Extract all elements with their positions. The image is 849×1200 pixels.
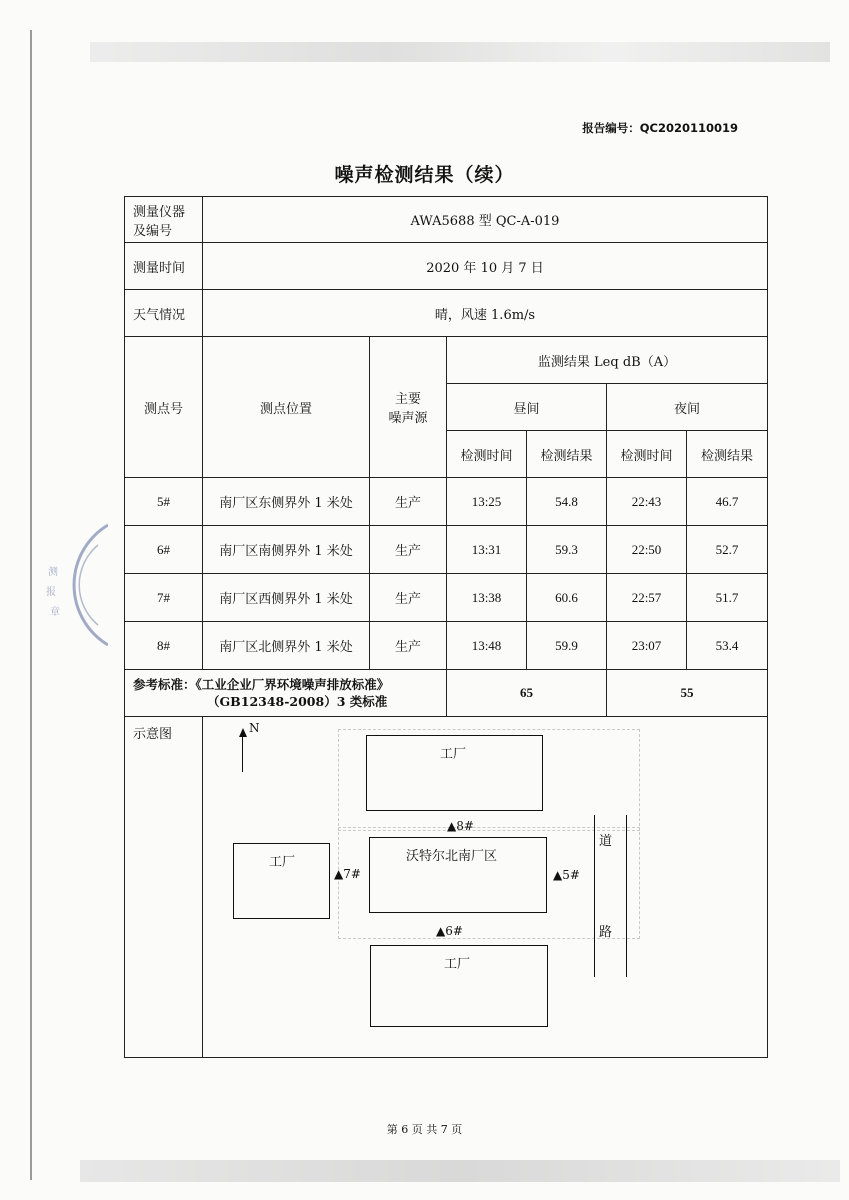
diagram-row	[125, 717, 768, 1058]
instrument-row	[125, 197, 768, 243]
day-time-cell: 13:31	[447, 526, 527, 574]
night-value-cell: 46.7	[687, 478, 768, 526]
source-cell: 生产	[370, 622, 447, 670]
time-label: 测量时间	[125, 243, 203, 290]
day-value-cell: 59.9	[527, 622, 607, 670]
header-row-1	[125, 337, 768, 384]
scan-shadow-top	[90, 42, 830, 62]
main-site-label: 沃特尔北南厂区	[406, 849, 498, 864]
col-header-night: 夜间	[607, 384, 768, 431]
night-time-cell: 22:43	[607, 478, 687, 526]
day-time-cell: 13:48	[447, 622, 527, 670]
table-row	[125, 622, 768, 670]
road-line-west	[594, 815, 595, 977]
point-cell: 6#	[125, 526, 203, 574]
instrument-value: AWA5688 型 QC-A-019	[203, 197, 768, 243]
weather-value: 晴，风速 1.6m/s	[203, 290, 768, 337]
col-header-location: 测点位置	[203, 337, 370, 478]
day-value-cell: 59.3	[527, 526, 607, 574]
col-header-day-result: 检测结果	[527, 431, 607, 478]
day-time-cell: 13:38	[447, 574, 527, 622]
point-8-marker: ▲8#	[447, 819, 474, 833]
north-label: N	[249, 721, 260, 735]
location-cell: 南厂区南侧界外 1 米处	[203, 526, 370, 574]
north-arrow-shaft	[242, 736, 243, 772]
time-value: 2020 年 10 月 7 日	[203, 243, 768, 290]
partial-seal-stamp	[28, 515, 108, 655]
col-header-night-result: 检测结果	[687, 431, 768, 478]
page-footer: 第 6 页 共 7 页	[386, 1123, 463, 1136]
night-value-cell: 51.7	[687, 574, 768, 622]
svg-text:章: 章	[50, 607, 60, 618]
night-value-cell: 53.4	[687, 622, 768, 670]
table-row	[125, 478, 768, 526]
day-value-cell: 54.8	[527, 478, 607, 526]
point-5-marker: ▲5#	[553, 868, 580, 882]
night-limit: 55	[607, 670, 768, 717]
instrument-label: 测量仪器 及编号	[125, 197, 203, 243]
col-header-day-time: 检测时间	[447, 431, 527, 478]
col-header-source: 主要 噪声源	[370, 337, 447, 478]
time-row	[125, 243, 768, 290]
road-label-2: 路	[599, 925, 613, 940]
page-title: 噪声检测结果（续）	[334, 164, 515, 186]
factory-south-label: 工厂	[444, 957, 471, 972]
point-cell: 5#	[125, 478, 203, 526]
point-6-marker: ▲6#	[436, 924, 463, 938]
svg-text:报: 报	[46, 587, 56, 598]
report-number-value: QC2020110019	[639, 121, 738, 135]
point-cell: 7#	[125, 574, 203, 622]
noise-results-table	[124, 196, 768, 1058]
source-cell: 生产	[370, 574, 447, 622]
night-time-cell: 22:57	[607, 574, 687, 622]
diagram-canvas	[203, 717, 764, 1057]
weather-label: 天气情况	[125, 290, 203, 337]
site-diagram	[203, 717, 768, 1058]
road-line-east	[626, 815, 627, 977]
table-row	[125, 526, 768, 574]
road-label-1: 道	[599, 834, 613, 849]
day-value-cell: 60.6	[527, 574, 607, 622]
report-number-label: 报告编号：	[582, 121, 640, 135]
factory-north-label: 工厂	[440, 747, 467, 762]
point-7-marker: ▲7#	[334, 867, 361, 881]
diagram-label: 示意图	[125, 717, 203, 1058]
factory-west-label: 工厂	[269, 855, 296, 870]
day-time-cell: 13:25	[447, 478, 527, 526]
location-cell: 南厂区北侧界外 1 米处	[203, 622, 370, 670]
day-limit: 65	[447, 670, 607, 717]
source-cell: 生产	[370, 478, 447, 526]
col-header-day: 昼间	[447, 384, 607, 431]
source-cell: 生产	[370, 526, 447, 574]
col-header-result-group: 监测结果 Leq dB（A）	[447, 337, 768, 384]
col-header-night-time: 检测时间	[607, 431, 687, 478]
report-number	[582, 120, 738, 136]
svg-text:测: 测	[48, 567, 58, 578]
standard-label: 参考标准：《工业企业厂界环境噪声排放标准》 （GB12348-2008）3 类标准	[125, 670, 447, 717]
col-header-point: 测点号	[125, 337, 203, 478]
night-time-cell: 22:50	[607, 526, 687, 574]
table-row	[125, 574, 768, 622]
location-cell: 南厂区东侧界外 1 米处	[203, 478, 370, 526]
standard-row	[125, 670, 768, 717]
night-value-cell: 52.7	[687, 526, 768, 574]
location-cell: 南厂区西侧界外 1 米处	[203, 574, 370, 622]
scan-shadow-bottom	[80, 1160, 840, 1182]
weather-row	[125, 290, 768, 337]
point-cell: 8#	[125, 622, 203, 670]
night-time-cell: 23:07	[607, 622, 687, 670]
